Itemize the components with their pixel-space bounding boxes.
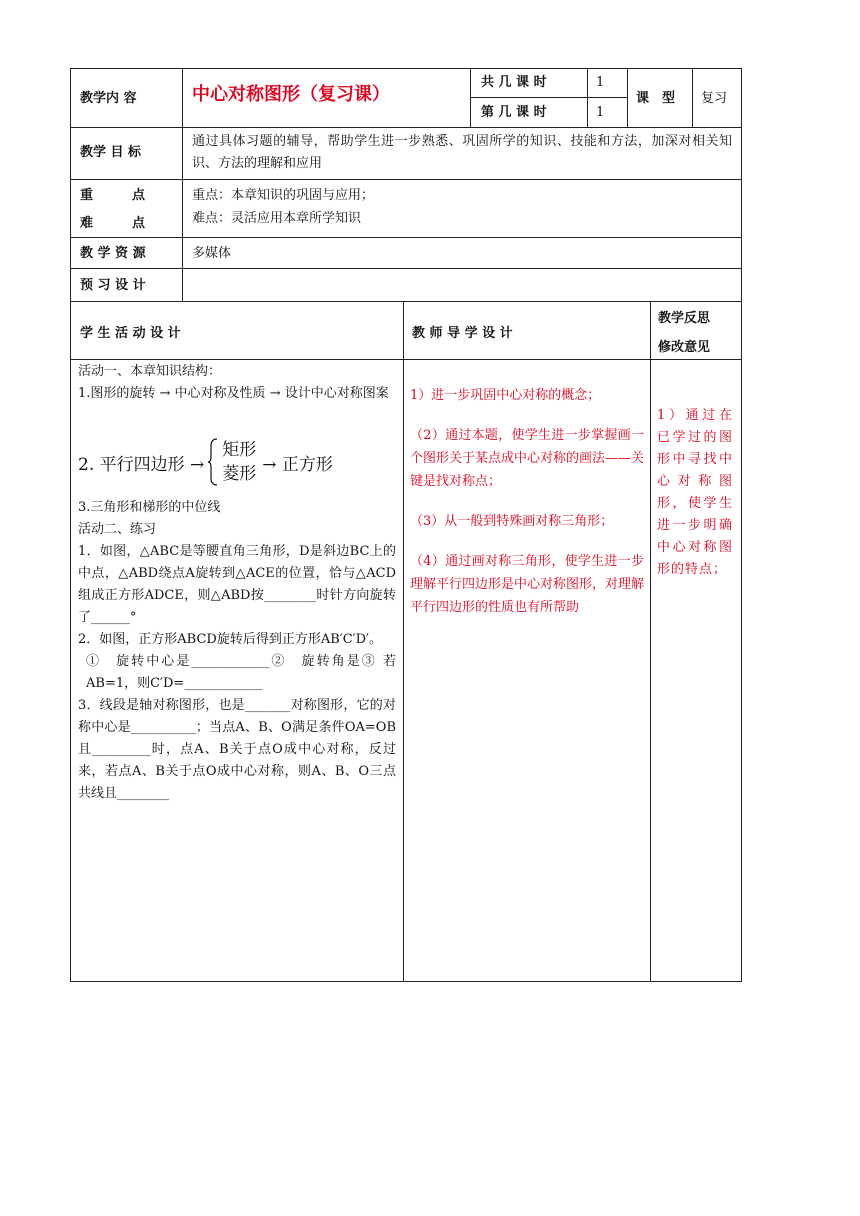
knowledge-formula <box>78 437 333 487</box>
row-divider <box>70 127 742 128</box>
content-label: 教学内 容 <box>80 91 137 106</box>
lesson-plan-table <box>70 68 742 982</box>
col-divider <box>403 301 404 982</box>
col-divider <box>587 68 588 127</box>
border-bottom <box>70 981 742 982</box>
student-column-header: 学 生 活 动 设 计 <box>80 326 181 341</box>
reflect-column-header-2: 修改意见 <box>658 340 711 355</box>
formula-tail: → 正方形 <box>262 454 333 475</box>
border-left <box>70 68 71 982</box>
item-3: 3.三角形和梯形的中位线 <box>78 500 221 515</box>
hours-divider <box>470 97 628 98</box>
formula-lead: 2. 平行四边形 → <box>78 454 205 475</box>
row-divider <box>70 359 742 360</box>
reflect-column-header-1: 教学反思 <box>658 311 711 326</box>
question-1: 1．如图，△ABC是等腰直角三角形，D是斜边BC上的中点，△ABD绕点A旋转到△ACE的位置，恰与△ACD组成正方形ADCE，则△ABD按________时针方向旋转了______° <box>78 544 396 625</box>
question-2: 2．如图，正方形ABCD旋转后得到正方形AB′C′D′。 <box>78 632 382 647</box>
teacher-guidance <box>410 384 644 619</box>
teacher-point-2: （2）通过本题，使学生进一步掌握画一个图形关于某点成中心对称的画法——关键是找对称点； <box>410 428 645 489</box>
row-divider <box>70 179 742 180</box>
reflect-note: 1）通过在已学过的图形中寻找中心对称图形，使学生进一步明确中心对称图形的特点； <box>657 408 733 577</box>
col-divider <box>692 68 693 127</box>
question-2-sub: ① 旋转中心是____________② 旋转角是③ 若AB=1，则C′D=____________ <box>86 654 396 691</box>
student-activities <box>78 361 396 405</box>
which-hour-label: 第 几 课 时 <box>481 105 547 120</box>
question-3: 3．线段是轴对称图形，也是_______对称图形，它的对称中心是__________；当点A、B、O满足条件OA=OB且_________时，点A、B关于点O成中心对称，反过来，若点A、B关于点O成中心对称，则A、B、O三点共线且________ <box>78 698 396 801</box>
teacher-point-3: （3）从一般到特殊画对称三角形； <box>410 514 614 529</box>
formula-bottom: 菱形 <box>222 464 257 484</box>
row-divider <box>70 301 742 302</box>
difficulty-text: 难点：灵活应用本章所学知识 <box>192 211 362 226</box>
goal-label: 教学 目 标 <box>80 145 142 160</box>
border-right <box>741 68 742 982</box>
formula-top: 矩形 <box>222 440 257 460</box>
teacher-column-header: 教 师 导 学 设 计 <box>412 326 513 341</box>
key-label: 重 点 <box>80 188 146 203</box>
page-title: 中心对称图形（复习课） <box>192 84 390 105</box>
type-label: 课 型 <box>636 91 676 106</box>
type-value: 复习 <box>701 91 728 106</box>
which-hour-value: 1 <box>596 105 605 120</box>
col-divider <box>627 68 628 127</box>
border-top <box>70 68 742 69</box>
col-divider <box>470 68 471 127</box>
activity-1-title: 活动一、本章知识结构： <box>78 364 222 379</box>
teacher-point-1: 1）进一步巩固中心对称的概念； <box>410 388 601 403</box>
total-hours-value: 1 <box>596 75 605 90</box>
row-divider <box>70 237 742 238</box>
teacher-point-4: （4）通过画对称三角形，使学生进一步理解平行四边形是中心对称图形，对理解平行四边形的性质也有所帮助 <box>410 554 645 615</box>
formula-branches <box>222 438 256 486</box>
activity-2-title: 活动二、练习 <box>78 522 157 537</box>
resource-value: 多媒体 <box>192 246 232 261</box>
resource-label: 教 学 资 源 <box>80 246 146 261</box>
goal-text: 通过具体习题的辅导，帮助学生进一步熟悉、巩固所学的知识、技能和方法，加深对相关知识、方法的理解和应用 <box>192 134 732 171</box>
preview-label: 预 习 设 计 <box>80 278 146 293</box>
col-divider <box>650 301 651 982</box>
total-hours-label: 共 几 课 时 <box>481 75 547 90</box>
label-divider <box>182 68 183 301</box>
key-text: 重点：本章知识的巩固与应用； <box>192 188 375 203</box>
row-divider <box>70 268 742 269</box>
activity-1-line: 1.图形的旋转 → 中心对称及性质 → 设计中心对称图案 <box>78 386 389 401</box>
difficulty-label: 难 点 <box>80 216 146 231</box>
brace-icon <box>208 438 218 486</box>
student-exercises <box>78 497 396 805</box>
